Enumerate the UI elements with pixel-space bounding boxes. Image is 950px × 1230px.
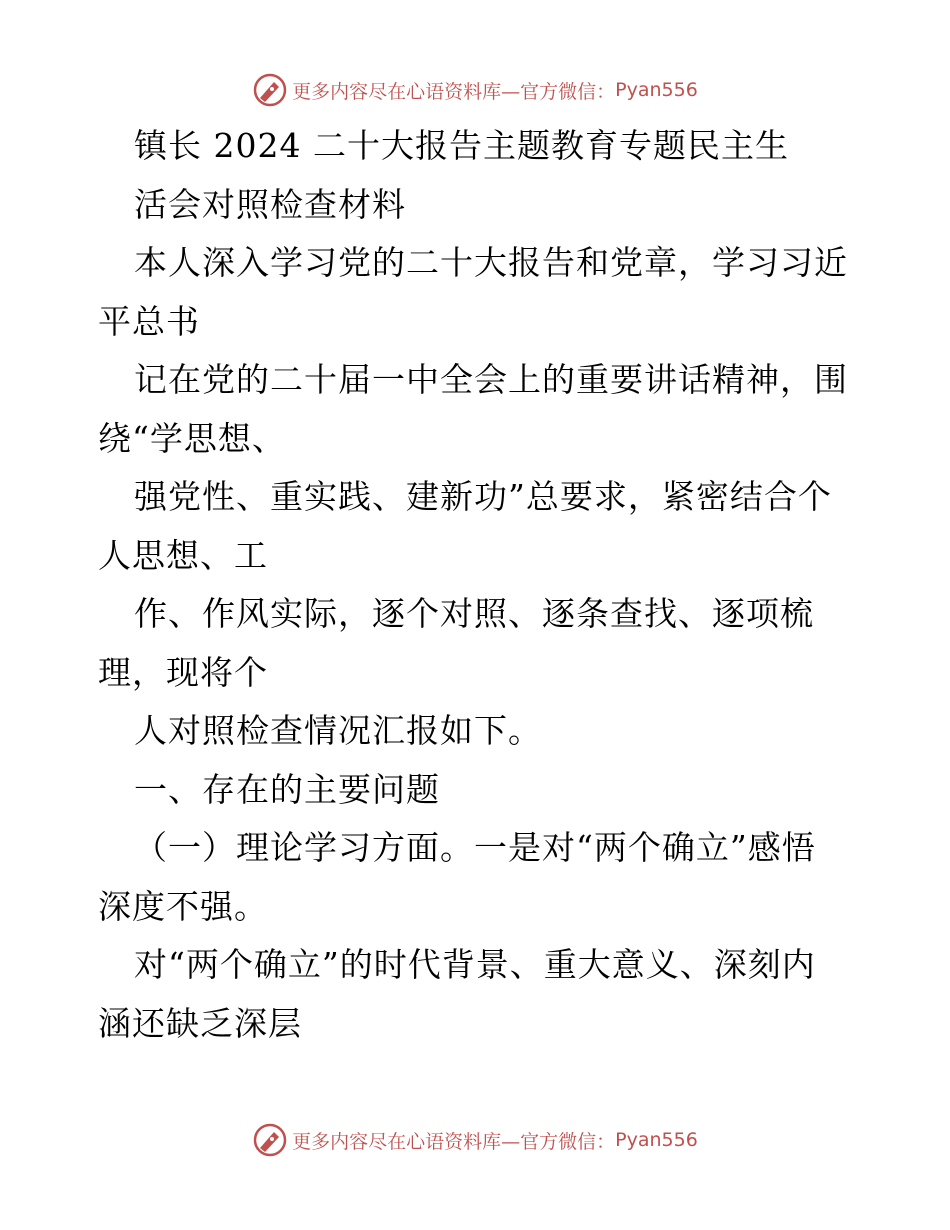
text-line: 深度不强。 bbox=[98, 886, 268, 926]
watermark-text: 更多内容尽在心语资料库—官方微信： bbox=[292, 80, 616, 103]
text-line: 绕“学思想、 bbox=[98, 418, 286, 458]
text-line: 作、作风实际，逐个对照、逐条查找、逐项梳 bbox=[134, 594, 814, 633]
document-body bbox=[98, 117, 858, 1053]
watermark-wechat-id: Pyan556 bbox=[615, 79, 698, 101]
text-line: 活会对照检查材料 bbox=[134, 184, 406, 224]
text-line: 记在党的二十届一中全会上的重要讲话精神，围 bbox=[134, 360, 848, 399]
text-line: 理，现将个 bbox=[98, 652, 268, 692]
text-line: 强党性、重实践、建新功”总要求，紧密结合个 bbox=[134, 477, 832, 516]
watermark-text: 更多内容尽在心语资料库—官方微信： bbox=[292, 1130, 616, 1153]
text-line: 镇长 2024 二十大报告主题教育专题民主生 bbox=[134, 126, 789, 165]
text-line: 人思想、工 bbox=[98, 535, 268, 575]
header-watermark bbox=[0, 70, 950, 110]
text-line: 对“两个确立”的时代背景、重大意义、深刻内 bbox=[134, 945, 816, 984]
text-line: 平总书 bbox=[98, 301, 200, 341]
text-line: （一）理论学习方面。一是对“两个确立”感悟 bbox=[134, 828, 816, 867]
text-line: 本人深入学习党的二十大报告和党章，学习习近 bbox=[134, 243, 848, 282]
text-line: 涵还缺乏深层 bbox=[98, 1003, 302, 1043]
footer-watermark bbox=[0, 1120, 950, 1160]
watermark-wechat-id: Pyan556 bbox=[615, 1129, 698, 1151]
text-line: 人对照检查情况汇报如下。 bbox=[134, 711, 542, 750]
pen-nib-logo-icon bbox=[252, 72, 288, 108]
text-line: 一、存在的主要问题 bbox=[134, 769, 440, 809]
pen-nib-logo-icon bbox=[252, 1122, 288, 1158]
